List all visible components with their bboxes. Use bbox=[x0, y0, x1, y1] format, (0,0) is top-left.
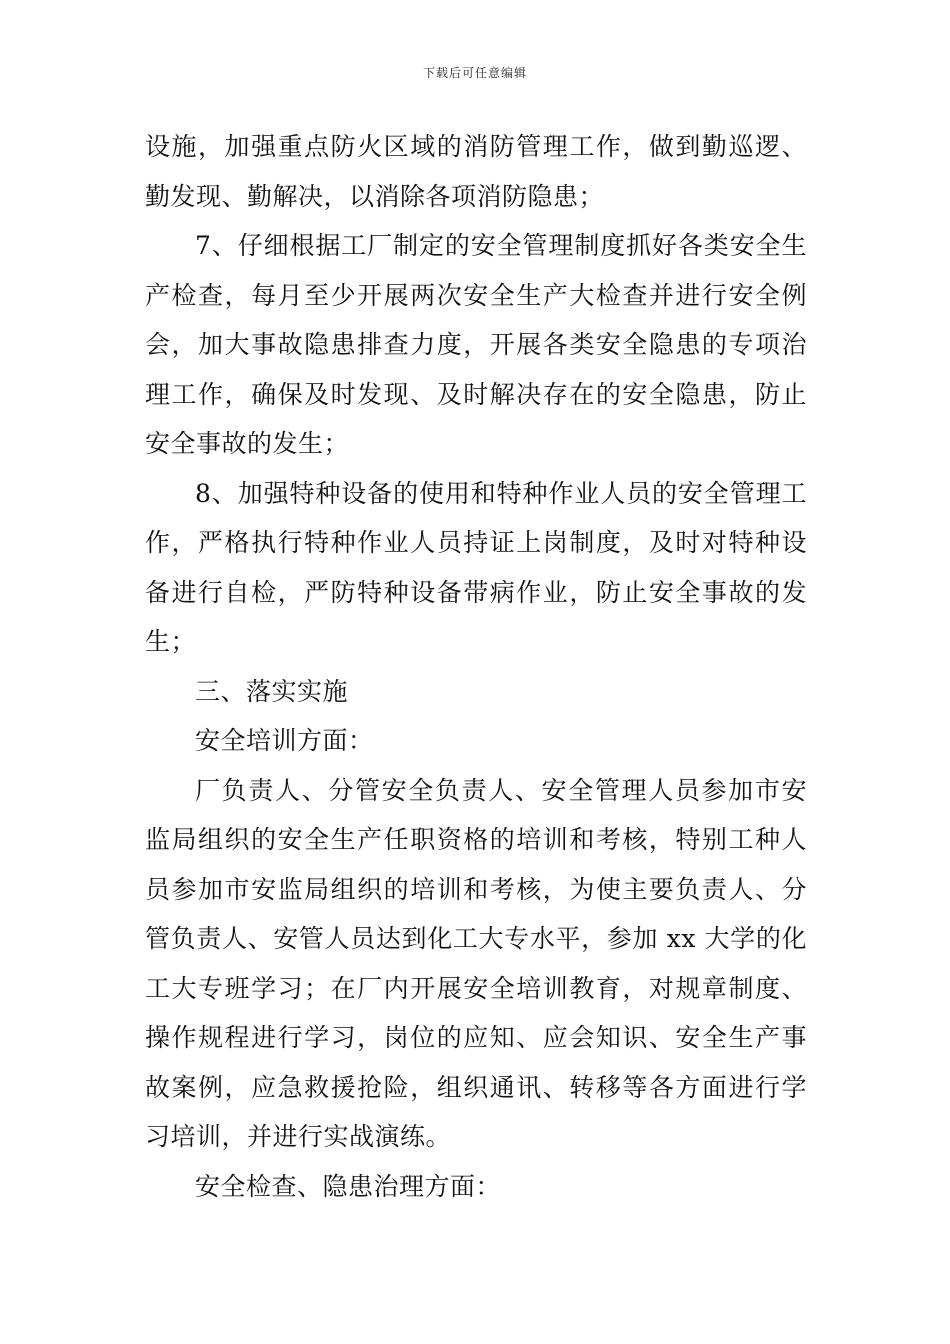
text-line: 安全事故的发生； bbox=[145, 429, 350, 458]
text-line: 员参加市安监局组织的培训和考核，为使主要负责人、分 bbox=[145, 874, 807, 904]
document-body bbox=[145, 122, 807, 1211]
text-line: 产检查，每月至少开展两次安全生产大检查并进行安全例 bbox=[145, 280, 807, 310]
text-line: 安全培训方面： bbox=[195, 726, 374, 755]
text-line: 管负责人、安管人员达到化工大专水平，参加 xx 大学的化 bbox=[145, 924, 807, 953]
text-line: 8、加强特种设备的使用和特种作业人员的安全管理工 bbox=[195, 478, 807, 508]
text-line: 监局组织的安全生产任职资格的培训和考核，特别工种人 bbox=[145, 825, 807, 854]
text-line: 理工作，确保及时发现、及时解决存在的安全隐患，防止 bbox=[145, 379, 807, 409]
text-line: 备进行自检，严防特种设备带病作业，防止安全事故的发 bbox=[145, 577, 807, 607]
text-line: 故案例，应急救援抢险，组织通讯、转移等各方面进行学 bbox=[145, 1072, 807, 1102]
text-line: 工大专班学习；在厂内开展安全培训教育，对规章制度、 bbox=[145, 973, 807, 1003]
text-line: 设施，加强重点防火区域的消防管理工作，做到勤巡逻、 bbox=[145, 132, 807, 161]
text-line: 会，加大事故隐患排查力度，开展各类安全隐患的专项治 bbox=[145, 330, 807, 359]
text-line: 操作规程进行学习，岗位的应知、应会知识、安全生产事 bbox=[145, 1023, 807, 1052]
text-line: 作，严格执行特种作业人员持证上岗制度，及时对特种设 bbox=[145, 528, 807, 557]
text-line: 勤发现、勤解决，以消除各项消防隐患； bbox=[145, 181, 605, 211]
text-line: 厂负责人、分管安全负责人、安全管理人员参加市安 bbox=[195, 775, 807, 805]
text-line: 安全检查、隐患治理方面： bbox=[195, 1171, 502, 1201]
text-line: 生； bbox=[145, 627, 197, 656]
text-line: 三、落实实施 bbox=[195, 676, 349, 706]
text-line: 7、仔细根据工厂制定的安全管理制度抓好各类安全生 bbox=[195, 231, 807, 260]
page-header: 下载后可任意编辑 bbox=[422, 66, 527, 80]
text-line: 习培训，并进行实战演练。 bbox=[145, 1122, 452, 1151]
